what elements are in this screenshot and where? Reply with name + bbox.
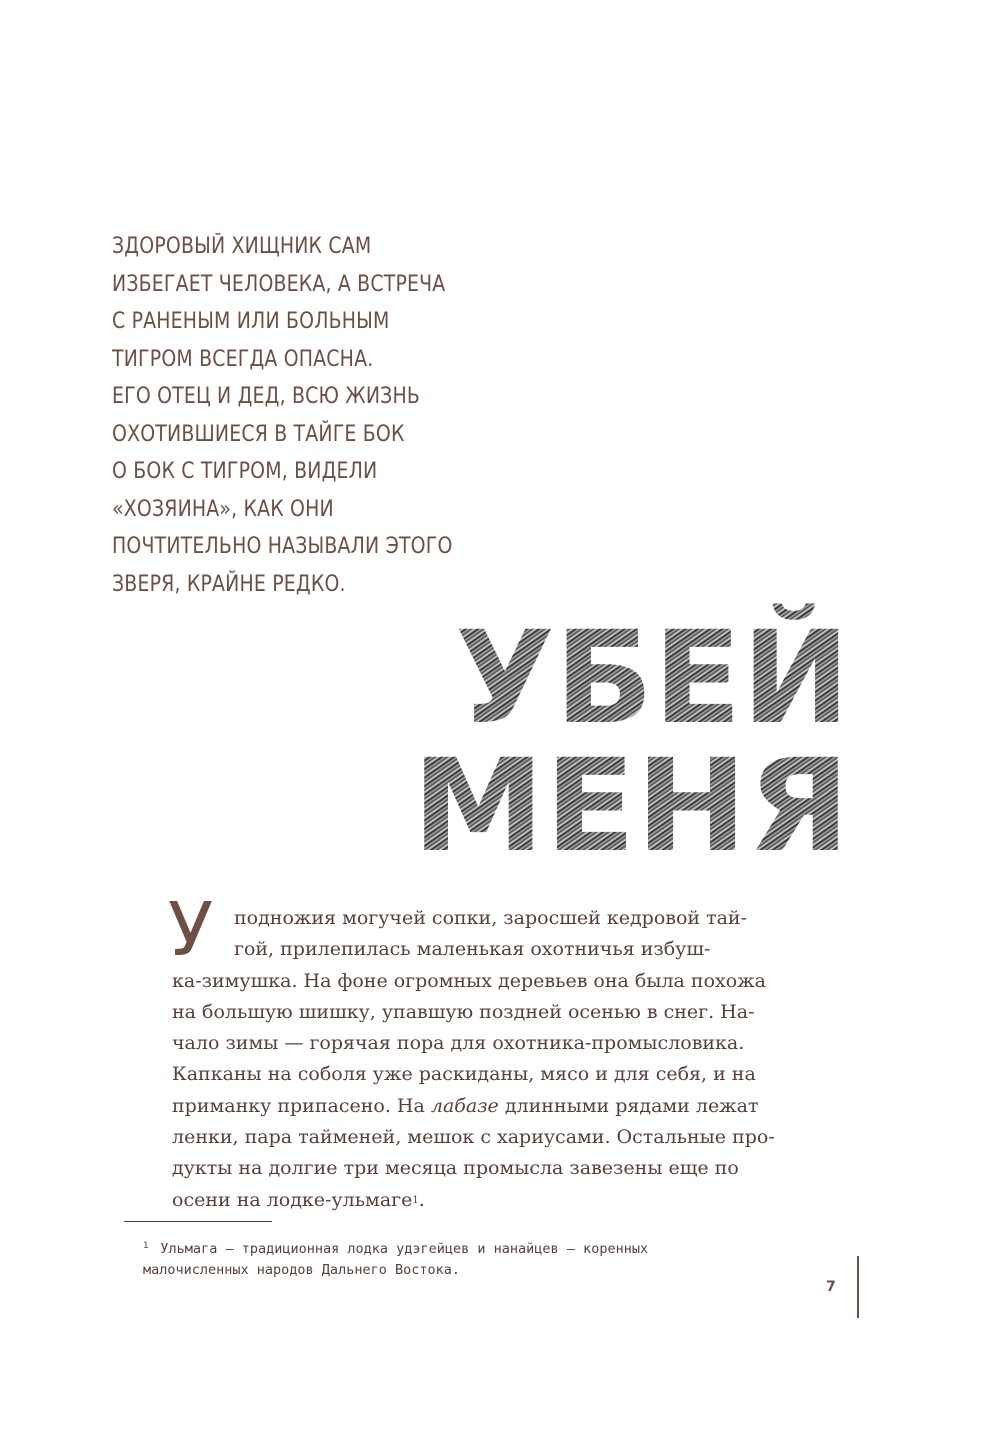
body-line — [172, 1122, 792, 1153]
page-number: 7 — [826, 1279, 836, 1295]
body-text-fragment: длинными рядами лежат — [498, 1094, 759, 1117]
body-line — [172, 1153, 792, 1184]
body-line-text — [172, 1091, 759, 1122]
body-line — [172, 1059, 792, 1090]
pull-quote-line: ЕГО ОТЕЦ И ДЕД, ВСЮ ЖИЗНЬ — [112, 384, 421, 409]
pull-quote-line: ТИГРОМ ВСЕГДА ОПАСНА. — [112, 346, 374, 372]
body-line — [172, 934, 792, 965]
body-line — [172, 997, 792, 1028]
body-paragraph — [168, 887, 792, 1216]
pull-quote-line: ПОЧТИТЕЛЬНО НАЗЫВАЛИ ЭТОГО — [112, 534, 453, 559]
body-line-text: Капканы на соболя уже раскиданы, мясо и для себя, и на — [172, 1063, 756, 1086]
footnote-text: Ульмага — традиционная лодка удэгейцев и нанайцев — коренных — [160, 1241, 649, 1257]
pull-quote-line: О БОК С ТИГРОМ, ВИДЕЛИ — [112, 459, 378, 484]
pull-quote-line: «ХОЗЯИНА», КАК ОНИ — [112, 496, 334, 522]
pull-quote-line: ОХОТИВШИЕСЯ В ТАЙГЕ БОК — [112, 421, 405, 447]
footnote-number: 1 — [143, 1241, 149, 1251]
body-line-text: ленки, пара тайменей, мешок с хариусами. Остальные про- — [172, 1126, 775, 1149]
body-line-text: дукты на долгие три месяца промысла завезены еще по — [172, 1157, 739, 1180]
footnote-text: малочисленных народов Дальнего Востока. — [143, 1262, 460, 1278]
italic-term: лабазе — [430, 1094, 499, 1117]
footnote-line — [143, 1260, 793, 1281]
drop-cap: У — [168, 887, 214, 973]
footnote-line-text — [143, 1236, 648, 1260]
body-line-text: осени на лодке-ульмаге — [172, 1188, 413, 1211]
title-line-1: УБЕЙ — [455, 604, 846, 753]
body-line — [172, 1185, 792, 1216]
footnote-line — [143, 1236, 793, 1260]
footnote — [143, 1236, 793, 1281]
pull-quote-line: ИЗБЕГАЕТ ЧЕЛОВЕКА, А ВСТРЕЧА — [112, 271, 446, 297]
body-line — [172, 1028, 792, 1059]
pull-quote — [112, 228, 453, 603]
body-line — [172, 903, 792, 934]
title-line-2: МЕНЯ — [412, 732, 850, 860]
chapter-title — [405, 585, 865, 860]
body-text-fragment: приманку припасено. На — [172, 1094, 431, 1117]
body-line-text: гой, прилепилась маленькая охотничья избуш- — [234, 938, 711, 961]
body-line-text: на большую шишку, упавшую поздней осенью в снег. На- — [172, 1000, 755, 1023]
page-number-rule — [857, 1256, 859, 1318]
body-line — [172, 966, 792, 997]
footnote-divider — [124, 1221, 272, 1222]
pull-quote-line: ЗДОРОВЫЙ ХИЩНИК САМ — [112, 234, 372, 259]
pull-quote-line: С РАНЕНЫМ ИЛИ БОЛЬНЫМ — [112, 309, 390, 334]
pull-quote-line: ЗВЕРЯ, КРАЙНЕ РЕДКО. — [112, 571, 346, 597]
body-line-text: подножия могучей сопки, заросшей кедровой тай- — [234, 907, 748, 929]
body-line-text: ка-зимушка. На фоне огромных деревьев она была похожа — [172, 969, 766, 992]
footnote-reference: 1 — [412, 1194, 419, 1206]
body-line — [172, 1091, 792, 1122]
body-line-text: чало зимы — горячая пора для охотника-промысловика. — [172, 1032, 745, 1055]
body-text-fragment: . — [418, 1188, 425, 1211]
